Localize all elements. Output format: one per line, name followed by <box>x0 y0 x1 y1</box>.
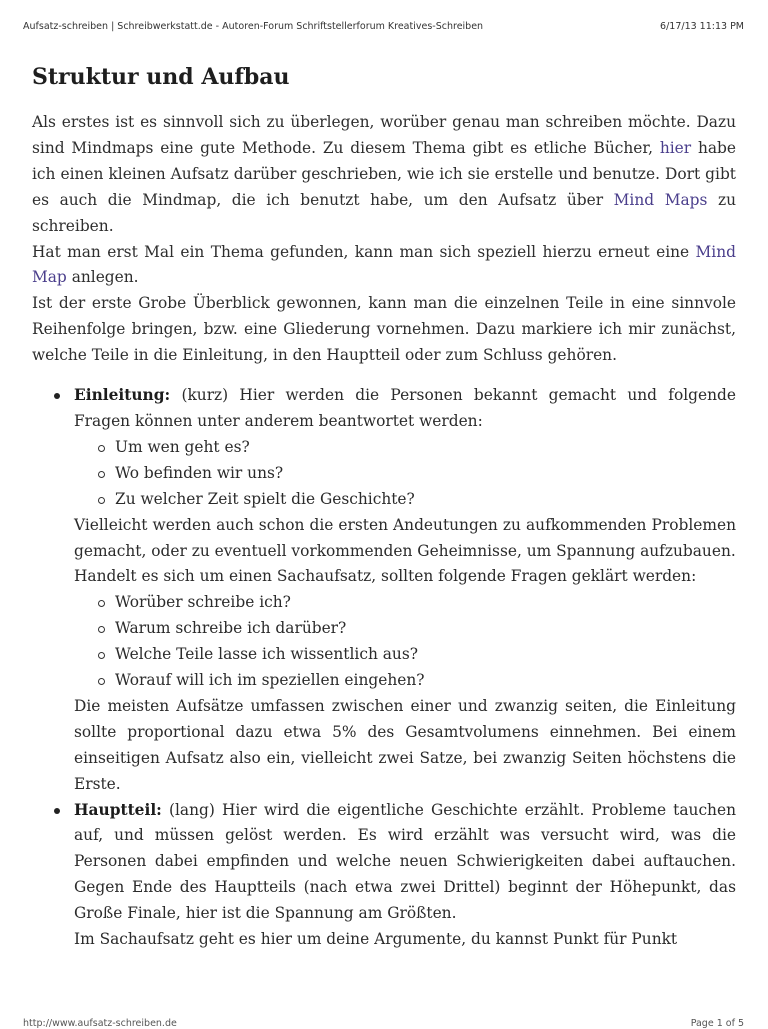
einleitung-questions <box>74 435 736 513</box>
hier-link[interactable]: hier <box>659 138 692 157</box>
structure-paragraph: Ist der erste Grobe Überblick gewonnen, kann man die einzelnen Teile in eine sinnvole Reihenfolge bringen, bzw. eine Gliederung vornehmen. Dazu markiere ich mir zunächst, welche Teile in die Einleitung, in den Hauptteil oder zum Schluss gehören. <box>32 294 736 365</box>
question-text: Wo befinden wir uns? <box>115 463 284 482</box>
einleitung-label: Einleitung: <box>74 386 171 405</box>
question-text: Warum schreibe ich darüber? <box>115 619 347 638</box>
bullet-circle-icon <box>98 678 105 685</box>
einleitung-text: (kurz) Hier werden die Personen bekannt gemacht und folgende Fragen können unter anderem beantwortet werden: <box>74 386 736 430</box>
question-text: Worüber schreibe ich? <box>115 593 291 612</box>
einleitung-para-c: Die meisten Aufsätze umfassen zwischen einer und zwanzig seiten, die Einleitung sollte proportional dazu etwa 5% des Gesamtvolumens einnehmen. Bei einem einseitigen Aufsatz also ein, vielleicht zwei Satze, bei zwanzig Seiten höchstens die Erste. <box>74 696 736 793</box>
mind-maps-link[interactable]: Mind Maps <box>613 190 708 209</box>
list-item <box>74 461 736 487</box>
print-header <box>0 0 768 40</box>
footer-url: http://www.aufsatz-schreiben.de <box>23 1018 177 1029</box>
list-item-hauptteil <box>32 798 736 953</box>
bullet-circle-icon <box>98 445 105 452</box>
question-text: Zu welcher Zeit spielt die Geschichte? <box>115 489 415 508</box>
bullet-circle-icon <box>98 600 105 607</box>
einleitung-para-b: Handelt es sich um einen Sachaufsatz, sollten folgende Fragen geklärt werden: <box>74 567 697 586</box>
mind-map-link[interactable]: Mind Map <box>32 242 736 287</box>
bullet-dot-icon <box>54 808 60 814</box>
list-item <box>74 616 736 642</box>
print-timestamp: 6/17/13 11:13 PM <box>660 21 744 32</box>
question-text: Um wen geht es? <box>115 437 250 456</box>
bullet-circle-icon <box>98 626 105 633</box>
hauptteil-text: (lang) Hier wird die eigentliche Geschichte erzählt. Probleme tauchen auf, und müssen gelöst werden. Es wird erzählt was versucht wird, was die Personen dabei empfinden und welche neuen Schwierigkeiten dabei auftauchen. Gegen Ende des Hauptteils (nach etwa zwei Drittel) beginnt der Höhepunkt, das Große Finale, hier ist die Spannung am Größten. <box>74 800 736 923</box>
einleitung-para-a: Vielleicht werden auch schon die ersten Andeutungen zu aufkommenden Problemen gemacht, oder zu eventuell vorkommenden Geheimnisse, um Spannung aufzubauen. <box>74 515 736 560</box>
page-number: Page 1 of 5 <box>690 1018 744 1029</box>
list-item <box>74 487 736 513</box>
list-item <box>74 435 736 461</box>
page-title-header: Aufsatz-schreiben | Schreibwerkstatt.de - Autoren-Forum Schriftstellerforum Kreatives-Schreiben <box>23 21 484 32</box>
mindmap-text-2: anlegen. <box>66 268 139 287</box>
section-heading: Struktur und Aufbau <box>32 64 290 90</box>
intro-text-2: habe ich einen kleinen Aufsatz darüber geschrieben, wie ich sie erstelle und benutze. Dort gibt es auch die Mindmap, die ich benutzt habe, um den Aufsatz über <box>32 138 736 209</box>
intro-text-1: Als erstes ist es sinnvoll sich zu überlegen, worüber genau man schreiben möchte. Dazu sind Mindmaps eine gute Methode. Zu diesem Thema gibt es etliche Bücher, <box>32 113 736 157</box>
print-footer <box>0 1012 768 1029</box>
intro-paragraph <box>32 110 736 240</box>
intro-text-3: zu schreiben. <box>32 190 736 235</box>
question-text: Welche Teile lasse ich wissentlich aus? <box>115 645 418 664</box>
list-item <box>74 642 736 668</box>
bullet-circle-icon <box>98 471 105 478</box>
list-item <box>74 590 736 616</box>
question-text: Worauf will ich im speziellen eingehen? <box>115 671 425 690</box>
hauptteil-label: Hauptteil: <box>74 800 162 819</box>
bullet-circle-icon <box>98 497 105 504</box>
structure-list <box>32 383 736 953</box>
sachaufsatz-questions <box>74 590 736 694</box>
list-item <box>74 668 736 694</box>
mindmap-text-1: Hat man erst Mal ein Thema gefunden, kann man sich speziell hierzu erneut eine <box>32 242 696 261</box>
article-content <box>32 60 736 953</box>
mindmap-paragraph <box>32 240 736 292</box>
hauptteil-para-a: Im Sachaufsatz geht es hier um deine Argumente, du kannst Punkt für Punkt <box>74 930 678 949</box>
bullet-dot-icon <box>54 393 60 399</box>
bullet-circle-icon <box>98 652 105 659</box>
list-item-einleitung <box>32 383 736 798</box>
